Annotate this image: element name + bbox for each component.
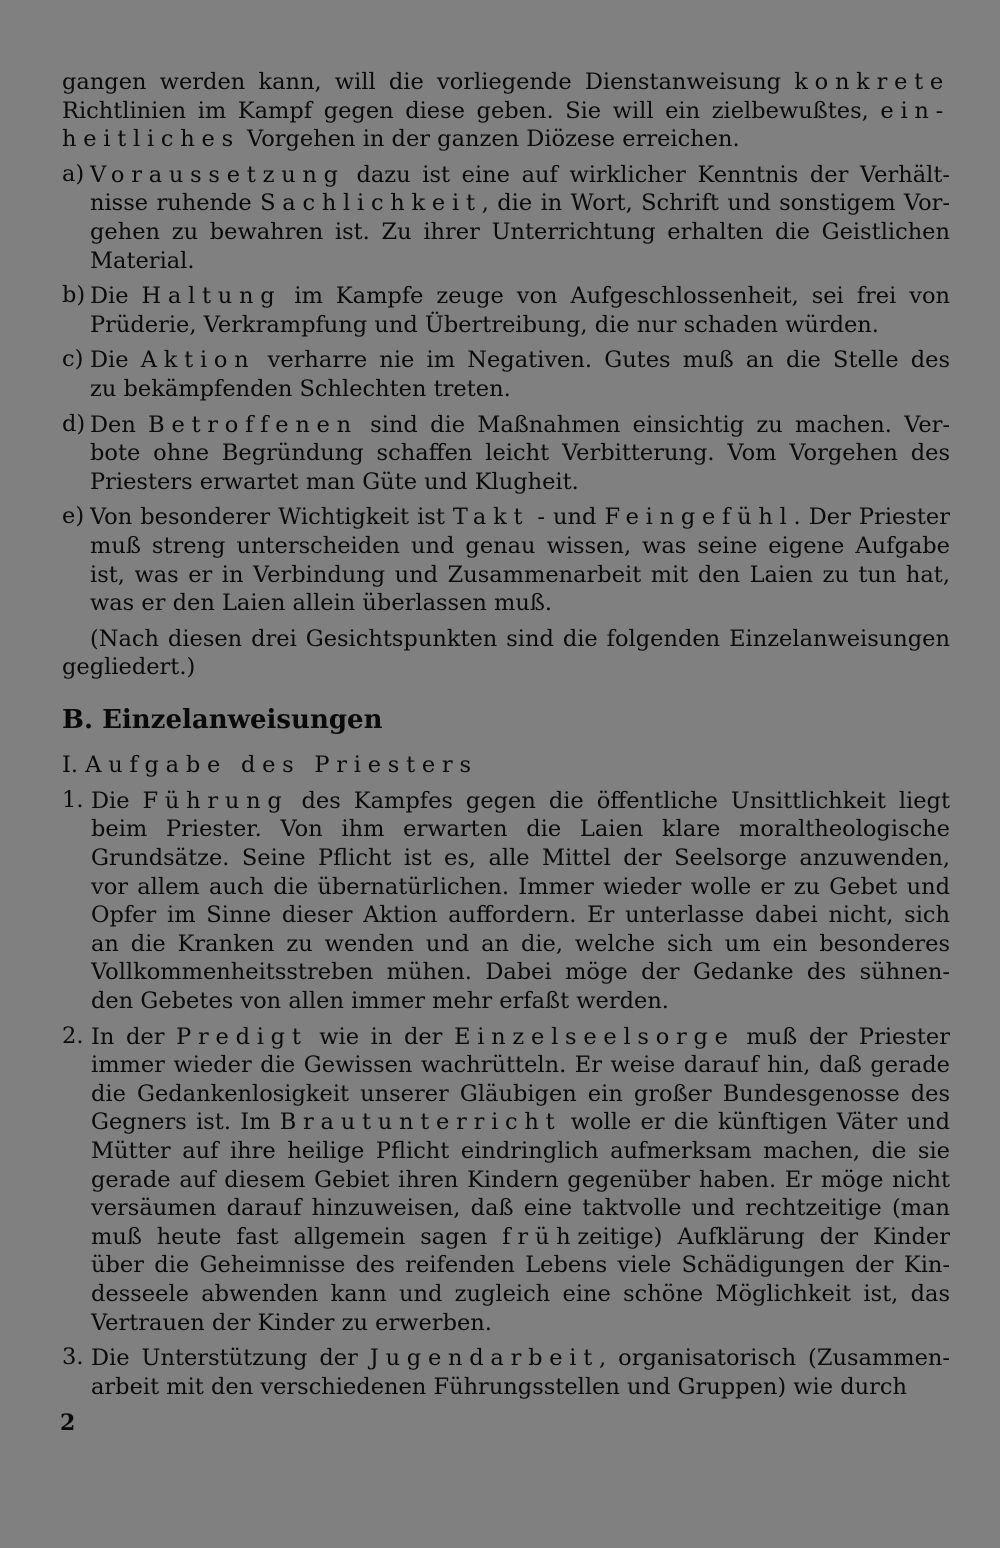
text-line: [91, 1309, 950, 1338]
text-run: über die Geheimnisse des reifenden Lebens viele Schädigungen der Kin-: [91, 1252, 950, 1279]
list-item-text: [91, 787, 950, 1016]
spaced-emphasis: Jugendarbeit: [369, 1345, 600, 1372]
spaced-emphasis: Sachlichkeit: [260, 190, 482, 217]
text-line: [90, 247, 950, 276]
list-item-text: [90, 161, 950, 275]
page-number: 2: [60, 1410, 76, 1436]
text-line: [90, 218, 950, 247]
list-item-text: [90, 282, 950, 339]
text-run: beim Priester. Von ihm erwarten die Laien klare moraltheologische: [91, 816, 950, 843]
spaced-emphasis: Haltung: [141, 283, 282, 310]
text-run: bote ohne Begründung schaffen leicht Verbitterung. Vom Vorgehen des: [90, 440, 950, 467]
text-line: [91, 844, 950, 873]
text-run: Richtlinien im Kampf gegen diese geben. Sie will ein zielbewußtes,: [62, 97, 881, 124]
text-run: des Kampfes gegen die öffentliche Unsittlichkeit liegt: [288, 787, 951, 814]
lettered-item: [62, 282, 950, 339]
text-run: gerade auf diesem Gebiet ihren Kindern gegenüber haben. Er möge nicht: [91, 1166, 950, 1193]
text-run: gehen zu bewahren ist. Zu ihrer Unterrichtung erhalten die Geistlichen: [90, 218, 950, 245]
text-run: (Nach diesen drei Gesichtspunkten sind die folgenden Einzelanweisungen: [90, 625, 950, 652]
text-run: dazu ist eine auf wirklicher Kenntnis der Verhält-: [344, 161, 950, 188]
list-label: c): [62, 346, 84, 373]
text-line: [62, 97, 950, 126]
text-line: [91, 815, 950, 844]
text-line: [91, 930, 950, 959]
text-line: [91, 1194, 950, 1223]
text-line: [90, 311, 950, 340]
spaced-emphasis: Feingefühl: [604, 504, 794, 531]
list-label: 3.: [62, 1344, 84, 1371]
text-run: Prüderie, Verkrampfung und Übertreibung, die nur schaden würden.: [90, 311, 879, 338]
spaced-emphasis: ein-: [880, 97, 950, 124]
text-run: Opfer im Sinne dieser Aktion auffordern. Er unterlasse dabei nicht, sich: [91, 902, 950, 929]
text-line: [91, 787, 950, 816]
text-run: was er den Laien allein überlassen muß.: [90, 590, 553, 617]
text-run: versäumen darauf hinzuweisen, daß eine taktvolle und rechtzeitige (man: [91, 1195, 950, 1222]
text-line: [62, 68, 950, 97]
text-run: Die: [90, 283, 142, 310]
text-line: [90, 589, 950, 618]
text-run: immer wieder die Gewissen wachrütteln. Er weise darauf hin, daß gerade: [91, 1052, 950, 1079]
text-line: [90, 439, 950, 468]
text-line: [91, 1280, 950, 1309]
text-line: [91, 901, 950, 930]
text-run: Vollkommenheitsstreben mühen. Dabei möge der Gedanke des sühnen-: [91, 959, 950, 986]
text-line: [90, 282, 950, 311]
text-line: [90, 161, 950, 190]
text-line: [91, 1223, 950, 1252]
list-label: e): [62, 503, 85, 530]
list-label: a): [62, 160, 85, 187]
text-line: [62, 625, 950, 654]
text-run: In der: [91, 1023, 177, 1050]
text-run: vor allem auch die übernatürlichen. Immer wieder wolle er zu Gebet und: [91, 873, 950, 900]
numbered-item: [62, 787, 950, 1016]
text-run: Von besonderer Wichtigkeit ist: [90, 504, 453, 531]
spaced-emphasis: heitliches: [62, 126, 240, 153]
text-run: Mütter auf ihre heilige Pflicht eindringlich aufmerksam machen, die sie: [91, 1138, 950, 1164]
text-line: [91, 1137, 950, 1166]
list-label: d): [62, 410, 86, 437]
text-run: Den: [90, 411, 149, 438]
spaced-emphasis: Einzelseelsorge: [454, 1023, 735, 1050]
text-line: [91, 1344, 950, 1373]
text-run: - und: [529, 504, 605, 531]
spaced-emphasis: Betroffenen: [148, 411, 358, 438]
list-label: b): [62, 282, 86, 309]
text-run: muß heute fast allgemein sagen: [91, 1223, 503, 1250]
list-item-text: [90, 411, 950, 497]
text-run: Die: [90, 347, 141, 374]
text-run: muß streng unterscheiden und genau wissen, was seine eigene Aufgabe: [90, 532, 950, 559]
text-run: muß der Priester: [734, 1023, 950, 1050]
text-run: den Gebetes von allen immer mehr erfaßt werden.: [91, 988, 669, 1015]
spaced-emphasis: Takt: [452, 504, 530, 531]
text-run: Material.: [90, 247, 195, 274]
text-line: [90, 346, 950, 375]
text-line: [91, 1080, 950, 1109]
spaced-emphasis: Voraussetzung: [90, 161, 345, 188]
text-run: nisse ruhende: [90, 190, 261, 217]
numbered-list: [62, 787, 950, 1401]
note-paragraph: [62, 625, 950, 682]
subsection-number: I.: [62, 751, 79, 778]
text-line: [62, 653, 950, 682]
list-item-text: [91, 1344, 950, 1401]
lettered-item: [62, 346, 950, 403]
text-run: sind die Maßnahmen einsichtig zu machen. Ver-: [357, 411, 951, 438]
lettered-list: [62, 161, 950, 618]
text-run: . Der Priester: [793, 504, 950, 531]
text-line: [91, 987, 950, 1016]
text-run: zeitige) Aufklärung der Kinder: [577, 1223, 950, 1250]
spaced-emphasis: Brautunterricht: [279, 1109, 562, 1136]
text-run: die Gedankenlosigkeit unserer Gläubigen ein großer Bundesgenosse des: [91, 1080, 950, 1107]
text-line: [90, 375, 950, 404]
spaced-emphasis: früh: [502, 1223, 578, 1250]
text-run: , organisatorisch (Zusammen-: [599, 1345, 950, 1372]
text-run: , die in Wort, Schrift und sonstigem Vor-: [481, 190, 950, 217]
list-item-text: [90, 503, 950, 617]
numbered-item: [62, 1023, 950, 1338]
text-line: [90, 189, 950, 218]
text-line: [90, 503, 950, 532]
text-line: [90, 468, 950, 497]
text-line: [91, 1251, 950, 1280]
list-label: 2.: [62, 1022, 84, 1049]
text-run: Priesters erwartet man Güte und Klugheit.: [90, 468, 579, 495]
intro-paragraph: [62, 68, 950, 154]
text-line: [91, 1166, 950, 1195]
text-line: [91, 1051, 950, 1080]
text-run: wie in der: [307, 1023, 455, 1050]
text-run: Vorgehen in der ganzen Diözese erreichen.: [239, 126, 740, 153]
text-line: [62, 125, 950, 154]
text-run: verharre nie im Negativen. Gutes muß an die Stelle des: [255, 347, 951, 374]
document-page: [62, 68, 950, 1401]
spaced-emphasis: konkrete: [794, 69, 950, 95]
numbered-item: [62, 1344, 950, 1401]
lettered-item: [62, 161, 950, 275]
list-item-text: [90, 346, 950, 403]
subsection-title: Aufgabe des Priesters: [85, 751, 478, 778]
text-run: im Kampfe zeuge von Aufgeschlossenheit, sei frei von: [281, 283, 950, 310]
text-run: zu bekämpfenden Schlechten treten.: [90, 375, 511, 402]
text-line: [91, 958, 950, 987]
text-line: [91, 873, 950, 902]
text-run: arbeit mit den verschiedenen Führungsstellen und Gruppen) wie durch: [91, 1373, 907, 1400]
spaced-emphasis: Führung: [142, 787, 289, 814]
text-line: [91, 1108, 950, 1137]
text-line: [90, 411, 950, 440]
section-heading: B. Einzelanweisungen: [62, 704, 383, 735]
list-label: 1.: [62, 786, 84, 813]
text-run: ist, was er in Verbindung und Zusammenarbeit mit den Laien zu tun hat,: [90, 561, 950, 588]
lettered-item: [62, 411, 950, 497]
text-run: Vertrauen der Kinder zu erwerben.: [91, 1309, 492, 1336]
text-run: Die: [91, 787, 143, 814]
text-line: [90, 561, 950, 590]
text-run: gangen werden kann, will die vorliegende Dienstanweisung: [62, 69, 795, 95]
text-run: wolle er die künftigen Väter und: [561, 1109, 951, 1136]
text-run: an die Kranken zu wenden und an die, welche sich um ein besonderes: [91, 930, 950, 957]
lettered-item: [62, 503, 950, 617]
subsection-heading: [62, 750, 950, 780]
text-line: [91, 1023, 950, 1052]
text-run: desseele abwenden kann und zugleich eine schöne Möglichkeit ist, das: [91, 1280, 950, 1307]
text-run: Die Unterstützung der: [91, 1345, 370, 1372]
text-line: [90, 532, 950, 561]
text-run: gegliedert.): [62, 654, 196, 681]
text-line: [91, 1373, 950, 1402]
text-run: Grundsätze. Seine Pflicht ist es, alle Mittel der Seelsorge anzuwenden,: [91, 845, 950, 872]
spaced-emphasis: Aktion: [140, 347, 256, 374]
list-item-text: [91, 1023, 950, 1338]
spaced-emphasis: Predigt: [176, 1023, 308, 1050]
text-run: Gegners ist. Im: [91, 1109, 280, 1136]
